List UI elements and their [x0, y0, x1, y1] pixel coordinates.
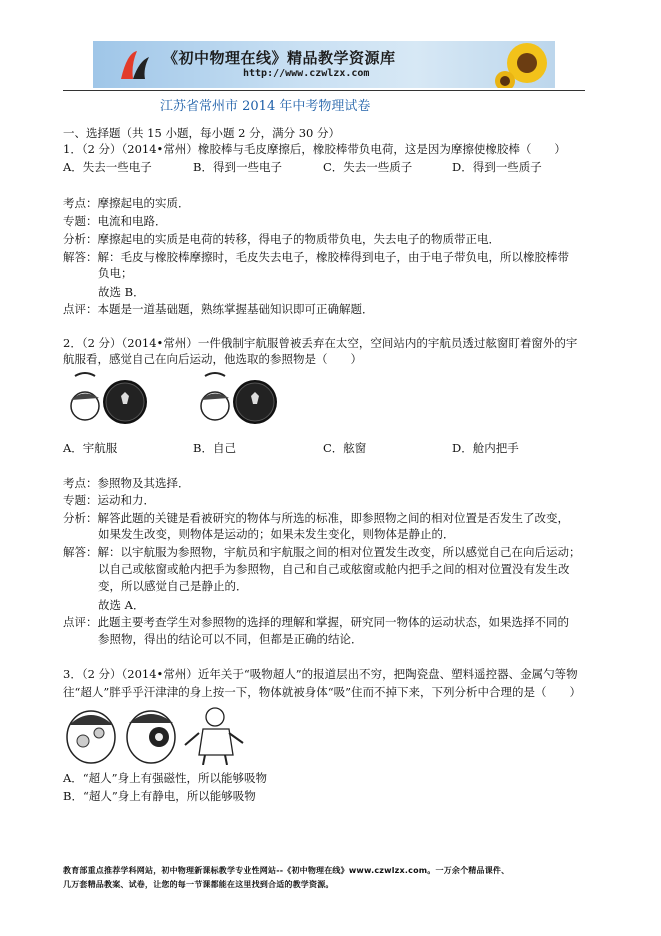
- header-rule: [63, 90, 585, 91]
- q2-stem-1: 2．（2 分）（2014•常州）一件俄制宇航服曾被丢弃在太空，空间站内的宇航员透过舷窗盯着窗外的宇: [63, 336, 578, 350]
- q2-answer-3: 变，所以感觉自己是静止的．: [98, 579, 248, 593]
- q2-option-c: C．舷窗: [323, 441, 367, 455]
- banner-title: 《初中物理在线》精品教学资源库: [163, 49, 396, 67]
- banner-url: http://www.czwlzx.com: [243, 68, 370, 79]
- q2-answer-4: 故选 A．: [98, 598, 145, 612]
- q3-option-a: A．“超人”身上有强磁性，所以能够吸物: [63, 771, 268, 785]
- q1-option-d: D．得到一些质子: [452, 160, 542, 174]
- q1-option-c: C．失去一些质子: [323, 160, 413, 174]
- q2-topic: 专题：运动和力．: [63, 493, 155, 507]
- q2-analysis-1: 分析：解答此题的关键是看被研究的物体与所选的标准，即参照物之间的相对位置是否发生了改变，: [63, 511, 569, 525]
- q1-topic: 专题：电流和电路．: [63, 214, 167, 228]
- q3-figure: [63, 703, 248, 765]
- q1-answer-2: 负电；: [98, 266, 133, 280]
- q2-figure-left: [63, 370, 153, 428]
- q3-stem-1: 3．（2 分）（2014•常州）近年关于“吸物超人”的报道层出不穷，把陶瓷盘、塑料遥控器、金属勺等物: [63, 667, 578, 681]
- footer-line-2: 几万套精品教案、试卷，让您的每一节课都能在这里找到合适的教学资源。: [63, 880, 334, 889]
- q2-answer-1: 解答：解：以宇航服为参照物，宇航员和宇航服之间的相对位置发生改变，所以感觉自己在向后运动；: [63, 545, 581, 559]
- q2-figure-right: [193, 370, 283, 428]
- q2-stem-2: 航服看，感觉自己在向后运动，他选取的参照物是（ ）: [63, 352, 362, 366]
- q1-answer-1: 解答：解：毛皮与橡胶棒摩擦时，毛皮失去电子，橡胶棒得到电子，由于电子带负电，所以橡胶棒带: [63, 250, 569, 264]
- q3-option-b: B．“超人”身上有静电，所以能够吸物: [63, 789, 256, 803]
- q1-answer-3: 故选 B．: [98, 285, 145, 299]
- section-heading: 一、选择题（共 15 小题，每小题 2 分，满分 30 分）: [63, 126, 341, 140]
- q2-comment-2: 参照物，得出的结论可以不同，但都是正确的结论．: [98, 632, 363, 646]
- header-banner: [93, 41, 555, 88]
- q1-stem: 1．（2 分）（2014•常州）橡胶棒与毛皮摩擦后，橡胶棒带负电荷，这是因为摩擦使橡胶棒（ ）: [63, 142, 566, 156]
- q1-analysis: 分析：摩擦起电的实质是电荷的转移，得电子的物质带负电，失去电子的物质带正电．: [63, 232, 500, 246]
- q3-stem-2: 往“超人”胖乎乎汗津津的身上按一下，物体就被身体“吸”住而不掉下来，下列分析中合理的是（ ）: [63, 685, 582, 699]
- sunflower-icon: [493, 41, 555, 88]
- q2-point: 考点：参照物及其选择．: [63, 476, 190, 490]
- q2-option-a: A．宇航服: [63, 441, 118, 455]
- q1-option-b: B．得到一些电子: [193, 160, 282, 174]
- q2-option-b: B．自己: [193, 441, 236, 455]
- logo-icon: [117, 47, 151, 83]
- q2-option-d: D．舱内把手: [452, 441, 519, 455]
- q1-point: 考点：摩擦起电的实质．: [63, 196, 190, 210]
- q1-option-a: A．失去一些电子: [63, 160, 152, 174]
- q2-analysis-2: 如果发生改变，则物体是运动的；如果未发生变化，则物体是静止的．: [98, 527, 455, 541]
- document-title: 江苏省常州市 2014 年中考物理试卷: [160, 99, 371, 114]
- q2-answer-2: 以自己或舷窗或舱内把手为参照物，自己和自己或舷窗或舱内把手之间的相对位置没有发生改: [98, 562, 570, 576]
- footer-line-1: 教育部重点推荐学科网站，初中物理新课标教学专业性网站--《初中物理在线》www.czwlzx.com。一万余个精品课件、: [63, 866, 510, 875]
- q1-comment: 点评：本题是一道基础题，熟练掌握基础知识即可正确解题．: [63, 302, 374, 316]
- q2-comment-1: 点评：此题主要考查学生对参照物的选择的理解和掌握，研究同一物体的运动状态，如果选择不同的: [63, 615, 569, 629]
